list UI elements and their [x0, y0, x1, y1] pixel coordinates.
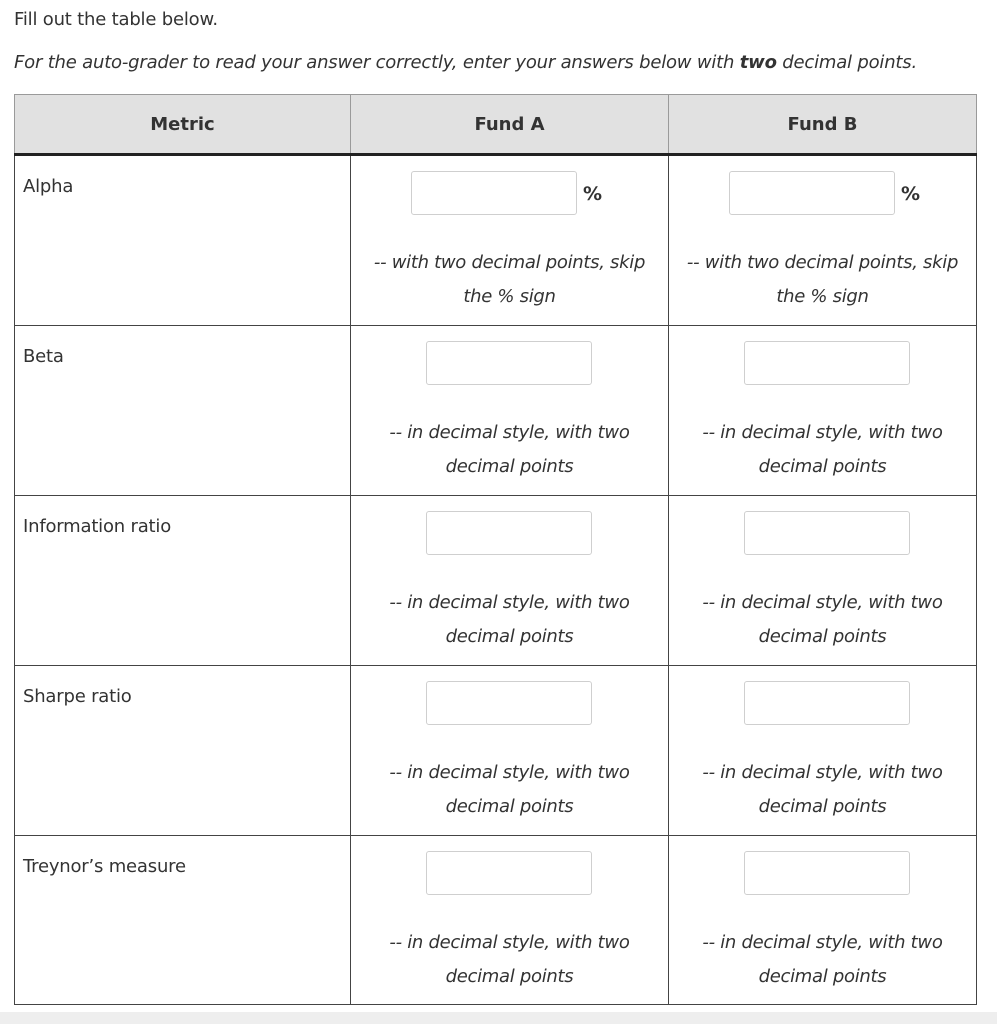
instruction-text: Fill out the table below.	[14, 9, 218, 30]
table-row-sharpe-ratio	[15, 666, 977, 836]
answer-table	[14, 94, 977, 1005]
metric-cell	[15, 496, 351, 666]
beta-fund-b-input[interactable]	[744, 341, 910, 385]
hint-line: -- in decimal style, with two	[702, 422, 943, 443]
sharpe-ratio-fund-a-input[interactable]	[426, 681, 592, 725]
input-hint	[351, 246, 668, 314]
hint-line: -- in decimal style, with two	[389, 592, 630, 613]
metric-cell	[15, 155, 351, 326]
fund-b-cell	[669, 496, 977, 666]
metric-label-treynors-measure: Treynor’s measure	[23, 856, 186, 877]
metric-cell	[15, 326, 351, 496]
hint-line: -- in decimal style, with two	[702, 592, 943, 613]
metric-cell	[15, 666, 351, 836]
hint-line: -- in decimal style, with two	[389, 422, 630, 443]
hint-line: -- with two decimal points, skip	[373, 252, 646, 273]
header-fund-a: Fund A	[351, 95, 669, 155]
hint-line: decimal points	[445, 456, 574, 477]
table-header-row	[15, 95, 977, 155]
sharpe-ratio-fund-b-input[interactable]	[744, 681, 910, 725]
bottom-scroll-edge	[0, 1012, 997, 1024]
hint-line: decimal points	[445, 626, 574, 647]
hint-line: decimal points	[758, 796, 887, 817]
hint-line: -- with two decimal points, skip	[686, 252, 959, 273]
fund-b-cell	[669, 326, 977, 496]
input-hint	[351, 926, 668, 994]
alpha-fund-b-input[interactable]	[729, 171, 895, 215]
input-hint	[351, 756, 668, 824]
metric-label-information-ratio: Information ratio	[23, 516, 172, 537]
treynors-measure-fund-b-input[interactable]	[744, 851, 910, 895]
autograder-note	[14, 52, 917, 73]
table-row-information-ratio	[15, 496, 977, 666]
input-hint	[669, 926, 976, 994]
input-hint	[351, 586, 668, 654]
hint-line: decimal points	[758, 966, 887, 987]
hint-line: decimal points	[758, 456, 887, 477]
metric-label-sharpe-ratio: Sharpe ratio	[23, 686, 132, 707]
treynors-measure-fund-a-input[interactable]	[426, 851, 592, 895]
input-hint	[669, 246, 976, 314]
input-hint	[669, 756, 976, 824]
fund-b-cell	[669, 666, 977, 836]
hint-line: -- in decimal style, with two	[702, 762, 943, 783]
hint-line: the % sign	[463, 286, 556, 307]
note-text-after: decimal points.	[776, 52, 917, 73]
hint-line: decimal points	[445, 966, 574, 987]
metric-label-beta: Beta	[23, 346, 64, 367]
hint-line: -- in decimal style, with two	[389, 932, 630, 953]
fund-a-cell	[351, 496, 669, 666]
information-ratio-fund-a-input[interactable]	[426, 511, 592, 555]
fund-b-cell	[669, 836, 977, 1005]
metric-label-alpha: Alpha	[23, 176, 74, 197]
note-text-bold: two	[739, 52, 777, 73]
information-ratio-fund-b-input[interactable]	[744, 511, 910, 555]
percent-sign: %	[583, 183, 603, 205]
input-hint	[669, 416, 976, 484]
hint-line: decimal points	[758, 626, 887, 647]
note-text-before: For the auto-grader to read your answer correctly, enter your answers below with	[14, 52, 740, 73]
header-metric: Metric	[15, 95, 351, 155]
alpha-fund-a-input[interactable]	[411, 171, 577, 215]
header-fund-b: Fund B	[669, 95, 977, 155]
fund-a-cell	[351, 326, 669, 496]
fund-a-cell	[351, 836, 669, 1005]
hint-line: decimal points	[445, 796, 574, 817]
percent-sign: %	[901, 183, 921, 205]
table-row-beta	[15, 326, 977, 496]
fund-a-cell	[351, 155, 669, 326]
input-hint	[351, 416, 668, 484]
fund-b-cell	[669, 155, 977, 326]
metric-cell	[15, 836, 351, 1005]
beta-fund-a-input[interactable]	[426, 341, 592, 385]
table-row-alpha	[15, 155, 977, 326]
hint-line: the % sign	[776, 286, 869, 307]
fund-a-cell	[351, 666, 669, 836]
hint-line: -- in decimal style, with two	[389, 762, 630, 783]
table-row-treynors-measure	[15, 836, 977, 1005]
hint-line: -- in decimal style, with two	[702, 932, 943, 953]
input-hint	[669, 586, 976, 654]
